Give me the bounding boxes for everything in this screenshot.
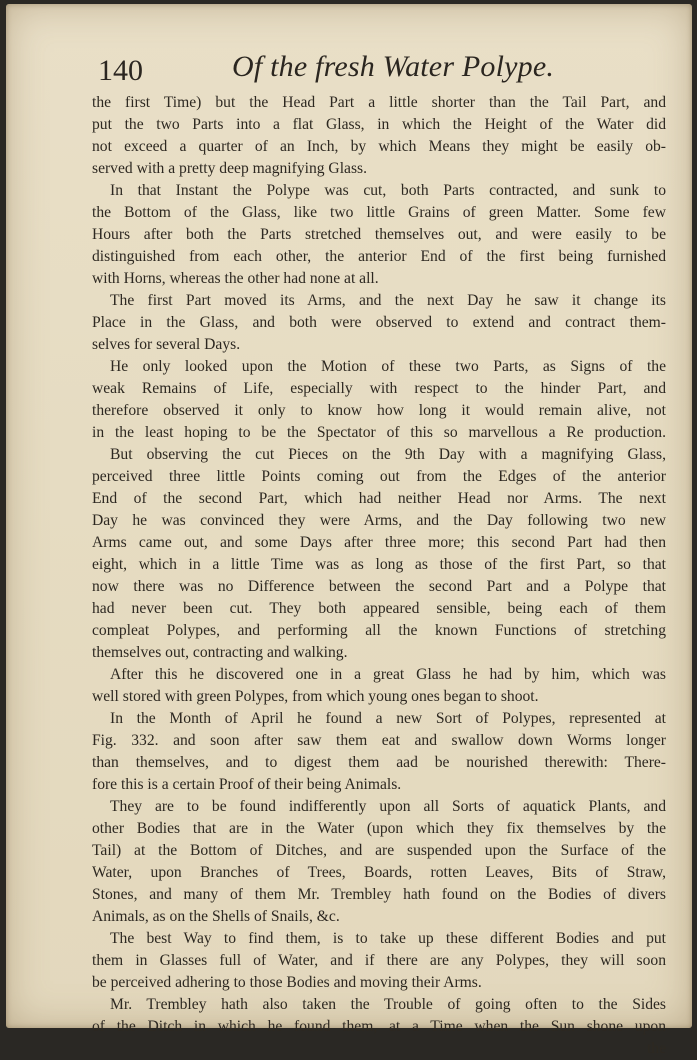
text-line: with Horns, whereas the other had none at all. <box>92 270 379 287</box>
running-title: Of the fresh Water Polype. <box>232 50 555 83</box>
text-line: Fig. 332. and soon after saw them eat and swallow down Worms longer <box>92 732 666 749</box>
text-line: the Bottom of the Glass, like two little Grains of green Matter. Some few <box>92 204 666 221</box>
page-number: 140 <box>98 54 143 87</box>
body-text <box>92 92 666 1060</box>
text-line: the first Time) but the Head Part a little shorter than the Tail Part, and <box>92 94 666 111</box>
text-line: The first Part moved its Arms, and the next Day he saw it change its <box>110 292 666 309</box>
text-line: selves for several Days. <box>92 336 241 353</box>
text-line: After this he discovered one in a great Glass he had by him, which was <box>110 666 666 683</box>
text-line: Day he was convinced they were Arms, and the Day following two new <box>92 512 666 529</box>
text-line: fore this is a certain Proof of their being Animals. <box>92 776 402 793</box>
text-line: Mr. Trembley hath also taken the Trouble of going often to the Sides <box>110 996 666 1013</box>
book-page <box>6 4 692 1057</box>
text-line: Place in the Glass, and both were observed to extend and contract them- <box>92 314 666 331</box>
text-line: themselves out, contracting and walking. <box>92 644 348 661</box>
text-line: distinguished from each other, the anterior End of the first being furnished <box>92 248 666 265</box>
text-line: Water, upon Branches of Trees, Boards, rotten Leaves, Bits of Straw, <box>92 864 666 881</box>
text-line: had never been cut. They both appeared sensible, being each of them <box>92 600 666 617</box>
text-line: them in Glasses full of Water, and if there are any Polypes, they will soon <box>92 952 666 969</box>
text-line: Arms came out, and some Days after three more; this second Part had then <box>92 534 666 551</box>
text-line: served with a pretty deep magnifying Glass. <box>92 160 367 177</box>
text-line: in the least hoping to be the Spectator of this so marvellous a Re production. <box>92 424 666 441</box>
text-line: not exceed a quarter of an Inch, by which Means they might be easily ob- <box>92 138 666 155</box>
text-line: than themselves, and to digest them aad be nourished therewith: There- <box>92 754 666 771</box>
text-line: Stones, and many of them Mr. Trembley hath found on the Bodies of divers <box>92 886 666 903</box>
text-line: In the Month of April he found a new Sort of Polypes, represented at <box>110 710 666 727</box>
text-line: put the two Parts into a flat Glass, in which the Height of the Water did <box>92 116 666 133</box>
text-line: eight, which in a little Time was as long as those of the first Part, so that <box>92 556 666 573</box>
catchword: the <box>646 1040 666 1057</box>
text-line: compleat Polypes, and performing all the known Functions of stretching <box>92 622 666 639</box>
text-line: End of the second Part, which had neither Head nor Arms. The next <box>92 490 666 507</box>
text-line: of the Ditch in which he found them, at a Time when the Sun shone upon <box>92 1018 666 1035</box>
page-header <box>98 50 648 90</box>
text-line: be perceived adhering to those Bodies and moving their Arms. <box>92 974 482 991</box>
text-line: But observing the cut Pieces on the 9th Day with a magnifying Glass, <box>110 446 666 463</box>
text-line: perceived three little Points coming out from the Edges of the anterior <box>92 468 666 485</box>
text-line: He only looked upon the Motion of these two Parts, as Signs of the <box>110 358 666 375</box>
text-line: Animals, as on the Shells of Snails, &c. <box>92 908 340 925</box>
text-line: weak Remains of Life, especially with respect to the hinder Part, and <box>92 380 666 397</box>
text-line: They are to be found indifferently upon all Sorts of aquatick Plants, and <box>110 798 666 815</box>
text-line: well stored with green Polypes, from which young ones began to shoot. <box>92 688 539 705</box>
text-line: Tail) at the Bottom of Ditches, and are suspended upon the Surface of the <box>92 842 666 859</box>
text-line: other Bodies that are in the Water (upon which they fix themselves by the <box>92 820 666 837</box>
text-line: Hours after both the Parts stretched themselves out, and were easily to be <box>92 226 666 243</box>
text-line: therefore observed it only to know how long it would remain alive, not <box>92 402 666 419</box>
text-line: In that Instant the Polype was cut, both Parts contracted, and sunk to <box>110 182 666 199</box>
text-line: now there was no Difference between the second Part and a Polype that <box>92 578 666 595</box>
text-line: The best Way to find them, is to take up these different Bodies and put <box>110 930 666 947</box>
